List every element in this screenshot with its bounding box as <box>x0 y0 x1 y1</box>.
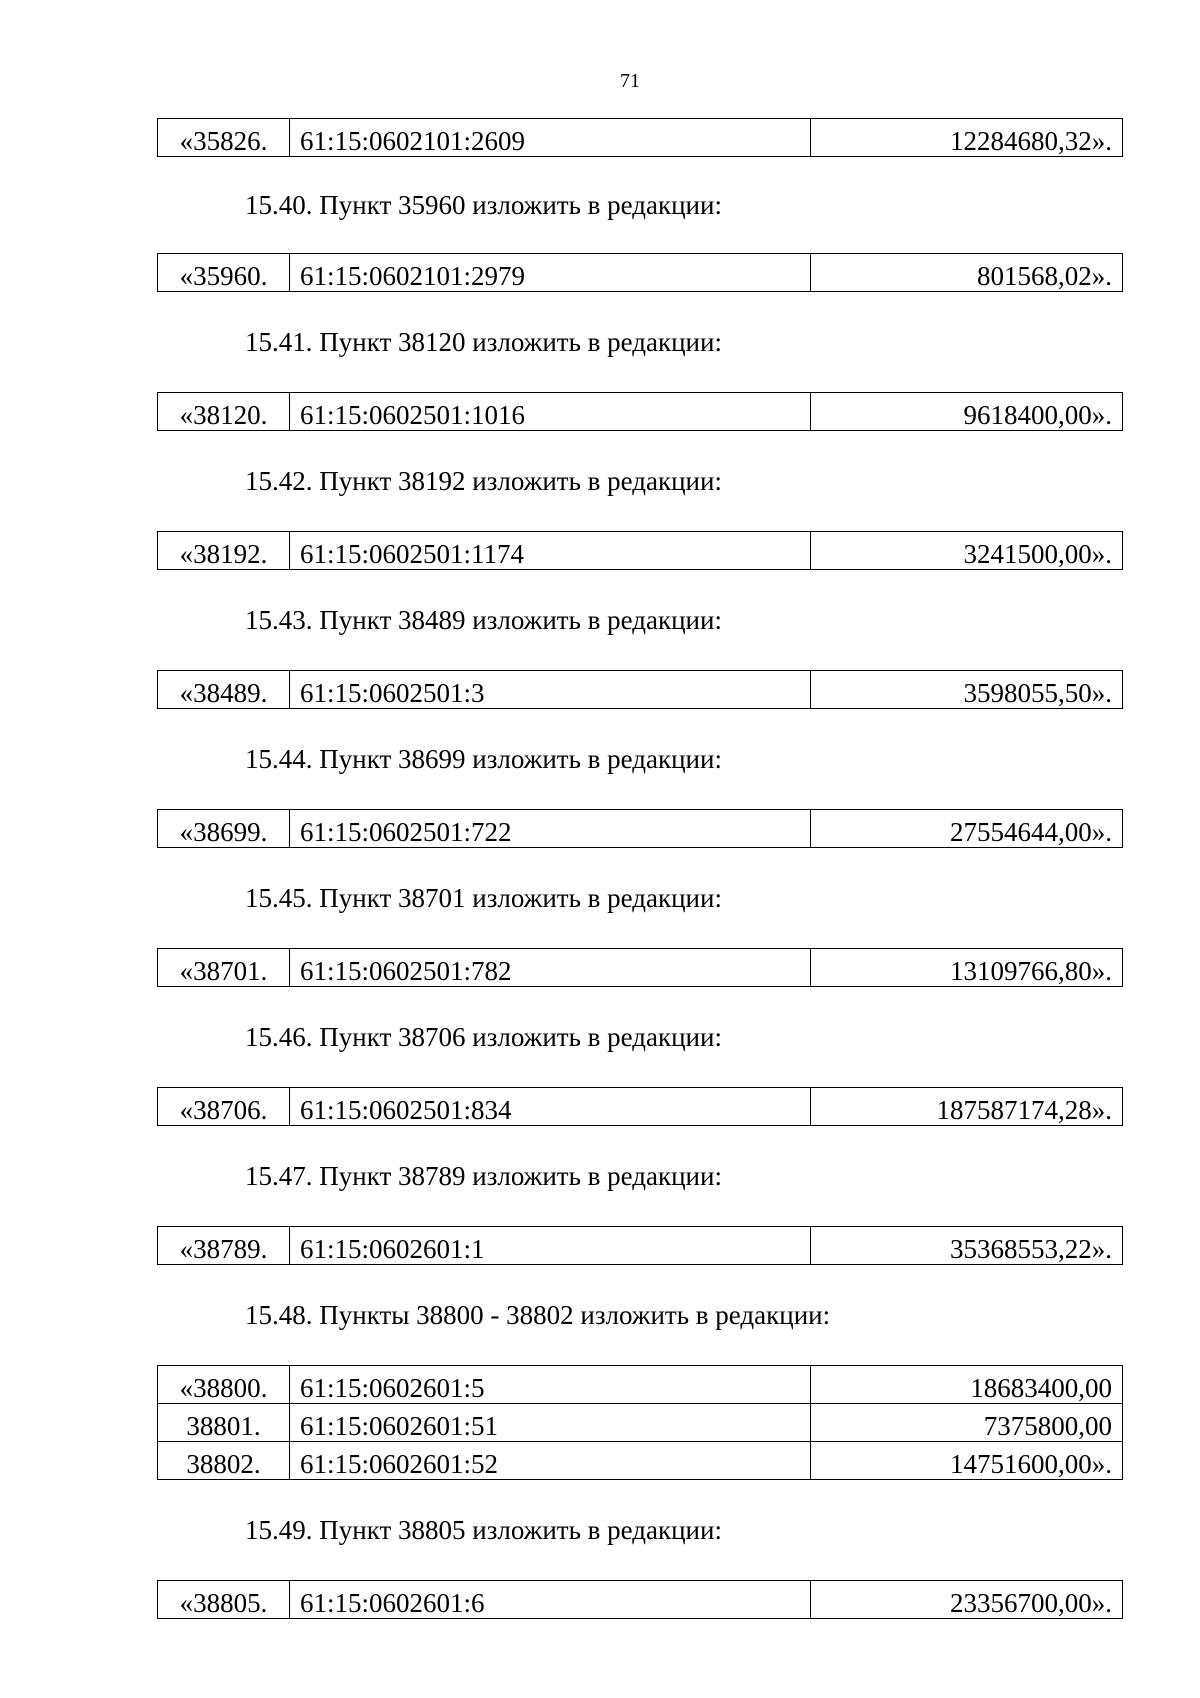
cadastral-value-cell: 23356700,00». <box>811 1581 1123 1619</box>
cadastral-number-cell: 61:15:0602501:1174 <box>290 532 811 570</box>
cadastral-value-cell: 13109766,80». <box>811 949 1123 987</box>
table-row <box>158 393 1123 431</box>
table-row <box>158 949 1123 987</box>
item-number-cell: «38489. <box>158 671 290 709</box>
cadastral-number-cell: 61:15:0602501:3 <box>290 671 811 709</box>
amendment-paragraph: 15.42. Пункт 38192 изложить в редакции: <box>245 466 722 496</box>
document-content <box>157 118 1123 1619</box>
cadastral-number-cell: 61:15:0602501:834 <box>290 1088 811 1126</box>
table-row <box>158 119 1123 157</box>
item-number-cell: «38805. <box>158 1581 290 1619</box>
registry-table <box>157 531 1123 570</box>
amendment-paragraph: 15.46. Пункт 38706 изложить в редакции: <box>245 1022 722 1052</box>
cadastral-number-cell: 61:15:0602101:2609 <box>290 119 811 157</box>
cadastral-number-cell: 61:15:0602601:51 <box>290 1404 811 1442</box>
registry-table <box>157 1580 1123 1619</box>
table-row <box>158 1404 1123 1442</box>
amendment-paragraph: 15.49. Пункт 38805 изложить в редакции: <box>245 1515 722 1545</box>
page-number: 71 <box>620 70 640 92</box>
item-number-cell: «38701. <box>158 949 290 987</box>
item-number-cell: «35960. <box>158 254 290 292</box>
item-number-cell: 38801. <box>158 1404 290 1442</box>
registry-table <box>157 253 1123 292</box>
cadastral-number-cell: 61:15:0602601:52 <box>290 1442 811 1480</box>
amendment-paragraph: 15.44. Пункт 38699 изложить в редакции: <box>245 744 722 774</box>
item-number-cell: «38120. <box>158 393 290 431</box>
registry-table <box>157 1365 1123 1480</box>
table-row <box>158 1227 1123 1265</box>
cadastral-value-cell: 187587174,28». <box>811 1088 1123 1126</box>
cadastral-number-cell: 61:15:0602501:1016 <box>290 393 811 431</box>
cadastral-number-cell: 61:15:0602601:5 <box>290 1366 811 1404</box>
registry-table <box>157 670 1123 709</box>
item-number-cell: 38802. <box>158 1442 290 1480</box>
registry-table <box>157 809 1123 848</box>
registry-table <box>157 118 1123 157</box>
table-row <box>158 532 1123 570</box>
registry-table <box>157 948 1123 987</box>
amendment-paragraph: 15.41. Пункт 38120 изложить в редакции: <box>245 327 722 357</box>
item-number-cell: «38800. <box>158 1366 290 1404</box>
table-row <box>158 1366 1123 1404</box>
table-row <box>158 1442 1123 1480</box>
cadastral-number-cell: 61:15:0602501:782 <box>290 949 811 987</box>
cadastral-number-cell: 61:15:0602601:6 <box>290 1581 811 1619</box>
cadastral-value-cell: 801568,02». <box>811 254 1123 292</box>
cadastral-value-cell: 3241500,00». <box>811 532 1123 570</box>
cadastral-number-cell: 61:15:0602101:2979 <box>290 254 811 292</box>
table-row <box>158 671 1123 709</box>
registry-table <box>157 392 1123 431</box>
cadastral-value-cell: 3598055,50». <box>811 671 1123 709</box>
table-row <box>158 1088 1123 1126</box>
table-row <box>158 1581 1123 1619</box>
cadastral-value-cell: 35368553,22». <box>811 1227 1123 1265</box>
cadastral-number-cell: 61:15:0602601:1 <box>290 1227 811 1265</box>
cadastral-value-cell: 9618400,00». <box>811 393 1123 431</box>
amendment-paragraph: 15.43. Пункт 38489 изложить в редакции: <box>245 605 722 635</box>
registry-table <box>157 1226 1123 1265</box>
item-number-cell: «38706. <box>158 1088 290 1126</box>
amendment-paragraph: 15.45. Пункт 38701 изложить в редакции: <box>245 883 722 913</box>
cadastral-value-cell: 12284680,32». <box>811 119 1123 157</box>
amendment-paragraph: 15.40. Пункт 35960 изложить в редакции: <box>245 190 722 220</box>
cadastral-number-cell: 61:15:0602501:722 <box>290 810 811 848</box>
registry-table <box>157 1087 1123 1126</box>
amendment-paragraph: 15.47. Пункт 38789 изложить в редакции: <box>245 1161 722 1191</box>
amendment-paragraph: 15.48. Пункты 38800 - 38802 изложить в редакции: <box>245 1300 831 1330</box>
item-number-cell: «38789. <box>158 1227 290 1265</box>
table-row <box>158 254 1123 292</box>
cadastral-value-cell: 18683400,00 <box>811 1366 1123 1404</box>
cadastral-value-cell: 27554644,00». <box>811 810 1123 848</box>
cadastral-value-cell: 14751600,00». <box>811 1442 1123 1480</box>
item-number-cell: «38192. <box>158 532 290 570</box>
cadastral-value-cell: 7375800,00 <box>811 1404 1123 1442</box>
table-row <box>158 810 1123 848</box>
item-number-cell: «35826. <box>158 119 290 157</box>
item-number-cell: «38699. <box>158 810 290 848</box>
